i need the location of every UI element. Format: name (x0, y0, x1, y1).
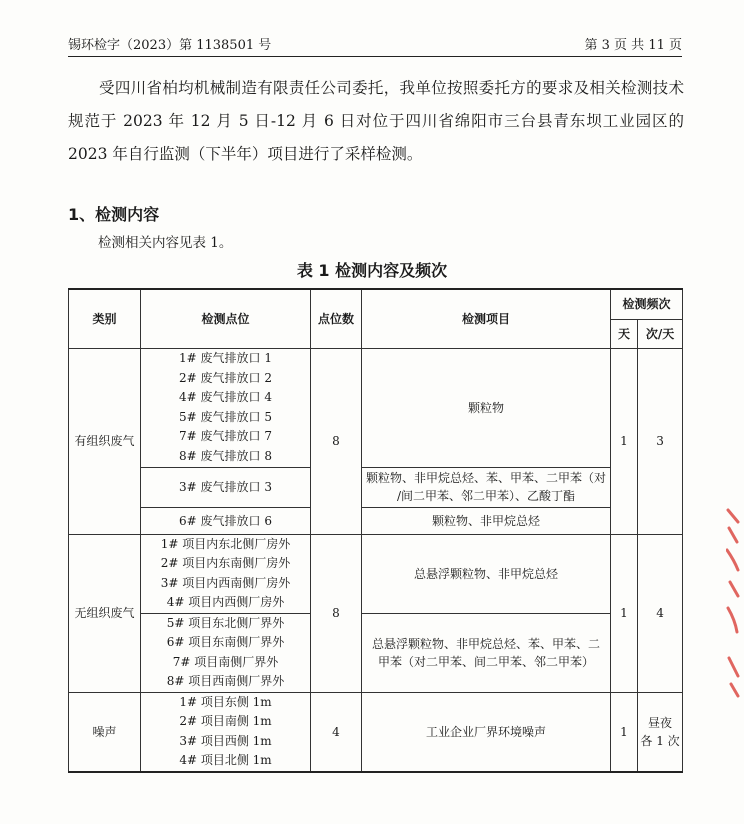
point-label: 1# 项目内东北侧厂房外 (160, 536, 291, 551)
unorganized-items-group1: 总悬浮颗粒物、非甲烷总烃 (362, 534, 611, 613)
category-unorganized: 无组织废气 (69, 534, 141, 692)
table-row (69, 613, 683, 692)
unorganized-points-group2 (141, 613, 311, 692)
organized-points-group1 (141, 348, 311, 467)
header-count: 点位数 (311, 289, 362, 348)
table-title: 表 1 检测内容及频次 (296, 261, 448, 280)
times-noise (638, 692, 683, 772)
point-label: 3# 项目西侧 1m (179, 733, 272, 748)
unorganized-points-group1 (141, 534, 311, 613)
count-noise: 4 (311, 692, 362, 772)
intro-paragraph: 受四川省柏均机械制造有限责任公司委托，我单位按照委托方的要求及相关检测技术规范于 2023 年 12 月 5 日-12 月 6 日对位于四川省绵阳市三台县青东坝工业园区的 2023 年自行监测（下半年）项目进行了采样检测。 (68, 79, 684, 163)
header-points: 检测点位 (141, 289, 311, 348)
times-unorganized: 4 (638, 534, 683, 692)
organized-items-group1: 颗粒物 (362, 348, 611, 467)
point-label: 7# 废气排放口 7 (179, 429, 272, 443)
report-number: 锡环检字（2023）第 1138501 号 (68, 38, 272, 53)
table-row (69, 692, 683, 772)
days-unorganized: 1 (611, 534, 638, 692)
point-label: 3# 项目内西南侧厂房外 (160, 575, 291, 590)
section-title: 1、检测内容 (68, 205, 160, 224)
point-label: 8# 项目西南侧厂界外 (166, 674, 285, 688)
page-header (68, 34, 682, 57)
items-line: /间二甲苯、邻二甲苯）、乙酸丁酯 (396, 489, 576, 503)
point-label: 1# 项目东侧 1m (179, 694, 272, 709)
page-info: 第 3 页 共 11 页 (584, 38, 682, 53)
table-header-row (69, 289, 683, 319)
days-organized: 1 (611, 348, 638, 534)
count-organized: 8 (311, 348, 362, 534)
header-days: 天 (611, 319, 638, 348)
count-unorganized: 8 (311, 534, 362, 692)
items-line: 甲苯（对二甲苯、间二甲苯、邻二甲苯） (377, 654, 594, 669)
point-label: 2# 项目南侧 1m (179, 714, 272, 728)
category-organized: 有组织废气 (69, 348, 141, 534)
noise-items: 工业企业厂界环境噪声 (362, 692, 611, 772)
point-label: 2# 废气排放口 2 (179, 370, 272, 385)
table-row (69, 507, 683, 534)
point-label: 2# 项目内东南侧厂房外 (160, 556, 291, 570)
items-line: 颗粒物、非甲烷总烃、苯、甲苯、二甲苯（对 (365, 471, 606, 485)
organized-items-group2 (362, 467, 611, 507)
section-note: 检测相关内容见表 1。 (98, 235, 233, 251)
point-label: 4# 项目北侧 1m (179, 753, 272, 767)
table-row (69, 534, 683, 613)
red-seal-edge (726, 508, 740, 698)
category-noise: 噪声 (69, 692, 141, 772)
table-row (69, 467, 683, 507)
times-line: 各 1 次 (640, 733, 680, 748)
organized-point-group3: 6# 废气排放口 6 (141, 507, 311, 534)
items-line: 总悬浮颗粒物、非甲烷总烃、苯、甲苯、二 (371, 636, 600, 651)
point-label: 6# 项目东南侧厂界外 (166, 635, 285, 649)
header-items: 检测项目 (362, 289, 611, 348)
header-category: 类别 (69, 289, 141, 348)
header-times: 次/天 (638, 319, 683, 348)
point-label: 8# 废气排放口 8 (179, 448, 272, 463)
point-label: 4# 项目内西侧厂房外 (166, 595, 285, 609)
point-label: 4# 废气排放口 4 (179, 390, 272, 404)
days-noise: 1 (611, 692, 638, 772)
organized-items-group3: 颗粒物、非甲烷总烃 (362, 507, 611, 534)
point-label: 1# 废气排放口 1 (179, 351, 272, 365)
noise-points (141, 692, 311, 772)
point-label: 5# 废气排放口 5 (179, 409, 272, 424)
unorganized-items-group2 (362, 613, 611, 692)
times-line: 昼夜 (648, 715, 673, 730)
table-row (69, 348, 683, 467)
point-label: 5# 项目东北侧厂界外 (166, 615, 285, 630)
detection-table (68, 288, 683, 773)
point-label: 7# 项目南侧厂界外 (172, 654, 279, 669)
header-frequency: 检测频次 (611, 289, 683, 319)
times-organized: 3 (638, 348, 683, 534)
organized-point-group2: 3# 废气排放口 3 (141, 467, 311, 507)
